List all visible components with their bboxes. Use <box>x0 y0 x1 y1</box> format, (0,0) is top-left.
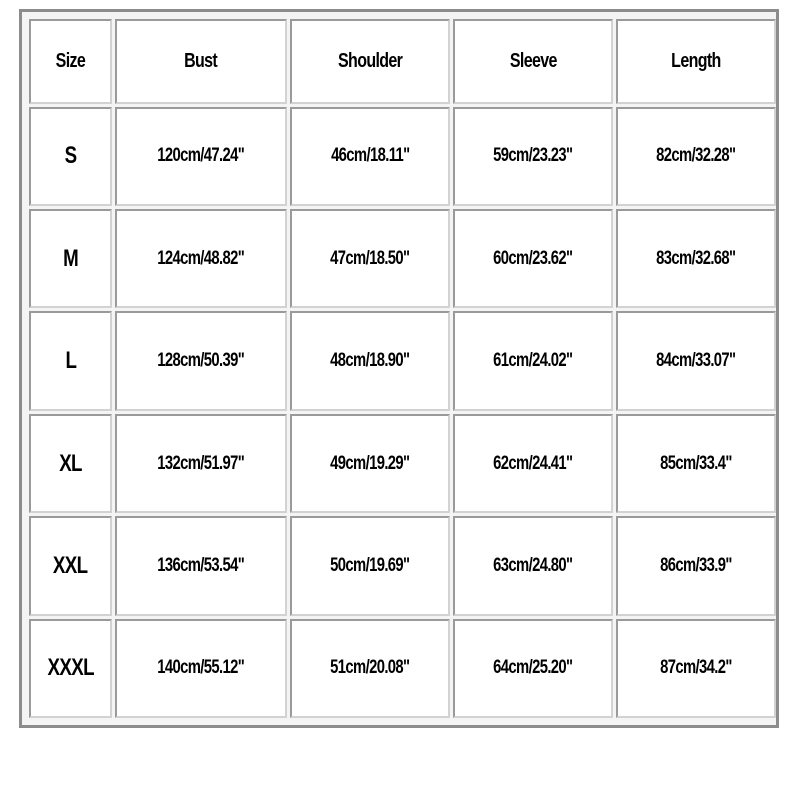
header-size: Size <box>29 19 112 104</box>
length-cell: 83cm/32.68" <box>616 209 776 308</box>
size-cell: S <box>29 107 112 206</box>
table-row <box>29 619 776 718</box>
bust-cell: 128cm/50.39" <box>115 311 287 410</box>
sleeve-cell: 63cm/24.80" <box>453 516 613 615</box>
header-shoulder: Shoulder <box>290 19 450 104</box>
bust-cell: 136cm/53.54" <box>115 516 287 615</box>
sleeve-cell: 64cm/25.20" <box>453 619 613 718</box>
size-table <box>26 16 779 721</box>
sleeve-cell: 62cm/24.41" <box>453 414 613 513</box>
table-row <box>29 107 776 206</box>
size-cell: XXL <box>29 516 112 615</box>
shoulder-cell: 46cm/18.11" <box>290 107 450 206</box>
bust-cell: 124cm/48.82" <box>115 209 287 308</box>
shoulder-cell: 49cm/19.29" <box>290 414 450 513</box>
shoulder-cell: 48cm/18.90" <box>290 311 450 410</box>
header-length: Length <box>616 19 776 104</box>
shoulder-cell: 47cm/18.50" <box>290 209 450 308</box>
header-bust: Bust <box>115 19 287 104</box>
table-row <box>29 209 776 308</box>
size-chart-table <box>19 9 779 728</box>
sleeve-cell: 59cm/23.23" <box>453 107 613 206</box>
shoulder-cell: 51cm/20.08" <box>290 619 450 718</box>
length-cell: 87cm/34.2" <box>616 619 776 718</box>
bust-cell: 120cm/47.24" <box>115 107 287 206</box>
length-cell: 85cm/33.4" <box>616 414 776 513</box>
table-row <box>29 414 776 513</box>
size-cell: XXXL <box>29 619 112 718</box>
sleeve-cell: 60cm/23.62" <box>453 209 613 308</box>
size-cell: L <box>29 311 112 410</box>
shoulder-cell: 50cm/19.69" <box>290 516 450 615</box>
bust-cell: 140cm/55.12" <box>115 619 287 718</box>
bust-cell: 132cm/51.97" <box>115 414 287 513</box>
size-cell: M <box>29 209 112 308</box>
length-cell: 84cm/33.07" <box>616 311 776 410</box>
length-cell: 82cm/32.28" <box>616 107 776 206</box>
table-row <box>29 516 776 615</box>
sleeve-cell: 61cm/24.02" <box>453 311 613 410</box>
table-row <box>29 311 776 410</box>
header-sleeve: Sleeve <box>453 19 613 104</box>
size-cell: XL <box>29 414 112 513</box>
header-row <box>29 19 776 104</box>
length-cell: 86cm/33.9" <box>616 516 776 615</box>
